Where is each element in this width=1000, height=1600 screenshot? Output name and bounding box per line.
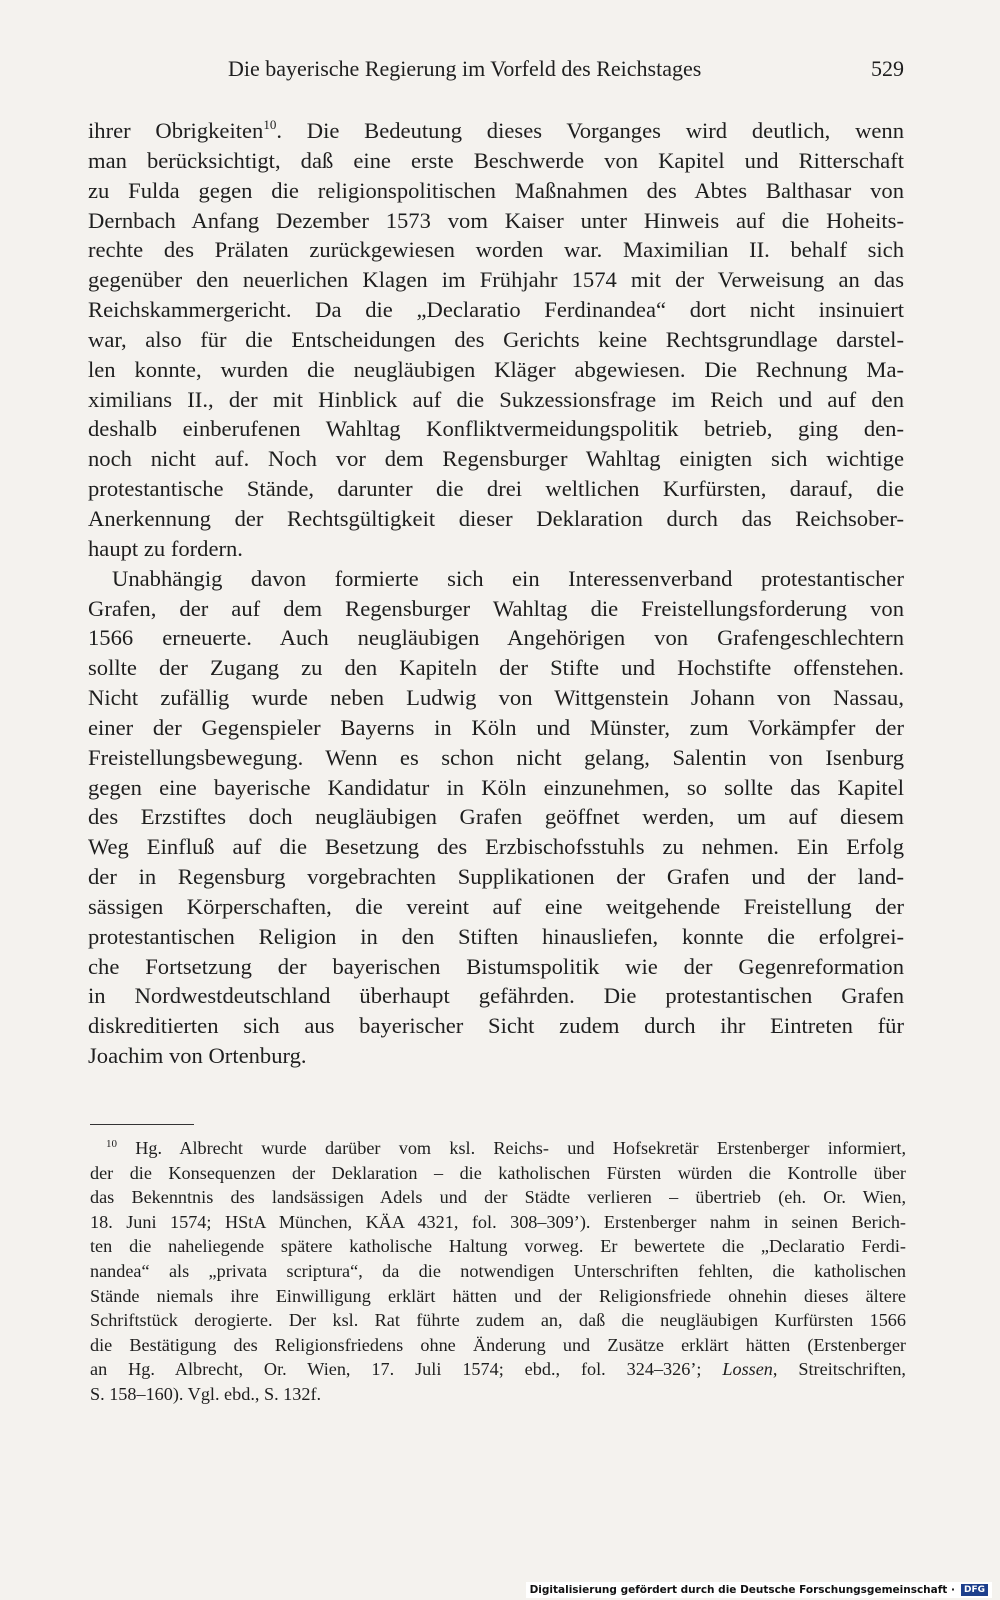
- text-line: ximilians II., der mit Hinblick auf die Sukzessionsfrage im Reich und auf den: [88, 386, 904, 412]
- footnote-line: der die Konsequenzen der Deklaration – die katholischen Fürsten würden die Kontrolle über: [90, 1162, 906, 1183]
- author-citation: Lossen: [722, 1359, 773, 1380]
- text-line: Weg Einfluß auf die Besetzung des Erzbischofsstuhls zu nehmen. Ein Erfolg: [88, 834, 904, 860]
- page-number: 529: [871, 56, 904, 81]
- text-line: Freistellungsbewegung. Wenn es schon nicht gelang, Salentin von Isenburg: [88, 744, 904, 770]
- text-line: einer der Gegenspieler Bayerns in Köln und Münster, zum Vorkämpfer der: [88, 714, 904, 740]
- funding-footer: [526, 1582, 992, 1598]
- footnote-line: $^{10}$ Hg. Albrecht wurde darüber vom ksl. Reichs- und Hofsekretär Erstenberger informiert,: [106, 1138, 907, 1158]
- footnote-number: 10: [106, 1138, 117, 1150]
- footnote-line: Schriftstück derogierte. Der ksl. Rat führte zudem an, daß die neugläubigen Kurfürsten 1566: [90, 1310, 906, 1331]
- footnote-line: 18. Juni 1574; HStA München, KÄA 4321, fol. 308–309’). Erstenberger nahm in seinen Berich-: [90, 1211, 906, 1232]
- text-line: ihrer Obrigkeiten$^{10}$. Die Bedeutung dieses Vorganges wird deutlich, wenn: [88, 117, 905, 143]
- text-line: Reichskammergericht. Da die „Declaratio Ferdinandea“ dort nicht insinuiert: [88, 297, 904, 323]
- text-line: Joachim von Ortenburg.: [88, 1043, 307, 1069]
- text-line: len konnte, wurden die neugläubigen Kläger abgewiesen. Die Rechnung Ma-: [88, 356, 904, 382]
- text-line: der in Regensburg vorgebrachten Supplikationen der Grafen und der land-: [88, 864, 904, 890]
- text-line: gegenüber den neuerlichen Klagen im Frühjahr 1574 mit der Verweisung an das: [88, 267, 904, 293]
- text-line: zu Fulda gegen die religionspolitischen Maßnahmen des Abtes Balthasar von: [88, 177, 904, 203]
- running-title: Die bayerische Regierung im Vorfeld des Reichstages: [228, 56, 702, 81]
- text-line: in Nordwestdeutschland überhaupt gefährden. Die protestantischen Grafen: [88, 983, 904, 1009]
- funding-text: Digitalisierung gefördert durch die Deutsche Forschungsgemeinschaft ·: [529, 1584, 955, 1596]
- footnote-line: an Hg. Albrecht, Or. Wien, 17. Juli 1574; ebd., fol. 324–326’; Lossen, Streitschriften,: [90, 1359, 906, 1380]
- text-line: protestantische Stände, darunter die drei weltlichen Kurfürsten, darauf, die: [88, 476, 904, 502]
- text-line: 1566 erneuerte. Auch neugläubigen Angehörigen von Grafengeschlechtern: [88, 625, 904, 651]
- text-line: rechte des Prälaten zurückgewiesen worden war. Maximilian II. behalf sich: [88, 237, 904, 263]
- footnote-10: [90, 1136, 906, 1407]
- text-line: gegen eine bayerische Kandidatur in Köln einzunehmen, so sollte das Kapitel: [88, 774, 904, 800]
- text-line: war, also für die Entscheidungen des Gerichts keine Rechtsgrundlage darstel-: [88, 326, 904, 352]
- text-line: diskreditierten sich aus bayerischer Sicht zudem durch ihr Eintreten für: [88, 1013, 904, 1039]
- footnote-line: nandea“ als „privata scriptura“, da die notwendigen Unterschriften fehlten, die katholischen: [90, 1260, 906, 1281]
- footnote-marker[interactable]: 10: [263, 117, 277, 132]
- text-line: man berücksichtigt, daß eine erste Beschwerde von Kapitel und Ritterschaft: [88, 147, 904, 173]
- text-line: haupt zu fordern.: [88, 535, 243, 561]
- text-line: protestantischen Religion in den Stiften hinausliefen, konnte die erfolgrei-: [88, 923, 904, 949]
- text-line: sollte der Zugang zu den Kapiteln der Stifte und Hochstifte offenstehen.: [88, 655, 904, 681]
- body-text: [88, 116, 904, 1071]
- text-line: Anerkennung der Rechtsgültigkeit dieser Deklaration durch das Reichsober-: [88, 505, 904, 531]
- text-line: Unabhängig davon formierte sich ein Interessenverband protestantischer: [112, 565, 904, 591]
- footnote-line: das Bekenntnis des landsässigen Adels und der Städte verlieren – übertrieb (eh. Or. Wien,: [90, 1187, 906, 1208]
- footnote-separator: [90, 1124, 194, 1125]
- running-header: [88, 56, 904, 86]
- paragraph-2: [88, 564, 904, 1071]
- paragraph-1: [88, 116, 904, 564]
- dfg-logo: DFG: [961, 1584, 988, 1596]
- footnote-line: die Bestätigung des Religionsfriedens ohne Änderung und Zusätze erklärt hätten (Erstenberger: [90, 1334, 906, 1355]
- footnote-line: S. 158–160). Vgl. ebd., S. 132f.: [90, 1383, 322, 1404]
- text-line: sässigen Körperschaften, die vereint auf eine weitgehende Freistellung der: [88, 893, 904, 919]
- text-line: deshalb einberufenen Wahltag Konfliktvermeidungspolitik betrieb, ging den-: [88, 416, 904, 442]
- text-line: Dernbach Anfang Dezember 1573 vom Kaiser unter Hinweis auf die Hoheits-: [88, 207, 904, 233]
- text-line: Nicht zufällig wurde neben Ludwig von Wittgenstein Johann von Nassau,: [88, 685, 904, 711]
- text-line: che Fortsetzung der bayerischen Bistumspolitik wie der Gegenreformation: [88, 953, 904, 979]
- text-line: Grafen, der auf dem Regensburger Wahltag die Freistellungsforderung von: [88, 595, 904, 621]
- footnote-line: Stände niemals ihre Einwilligung erklärt hätten und der Religionsfriede ohnehin dieses ältere: [90, 1285, 906, 1306]
- footnote-line: ten die naheliegende spätere katholische Haltung vorweg. Er bewertete die „Declaratio Ferdi-: [90, 1236, 906, 1257]
- text-line: des Erzstiftes doch neugläubigen Grafen geöffnet werden, um auf diesem: [88, 804, 904, 830]
- text-line: noch nicht auf. Noch vor dem Regensburger Wahltag einigten sich wichtige: [88, 446, 904, 472]
